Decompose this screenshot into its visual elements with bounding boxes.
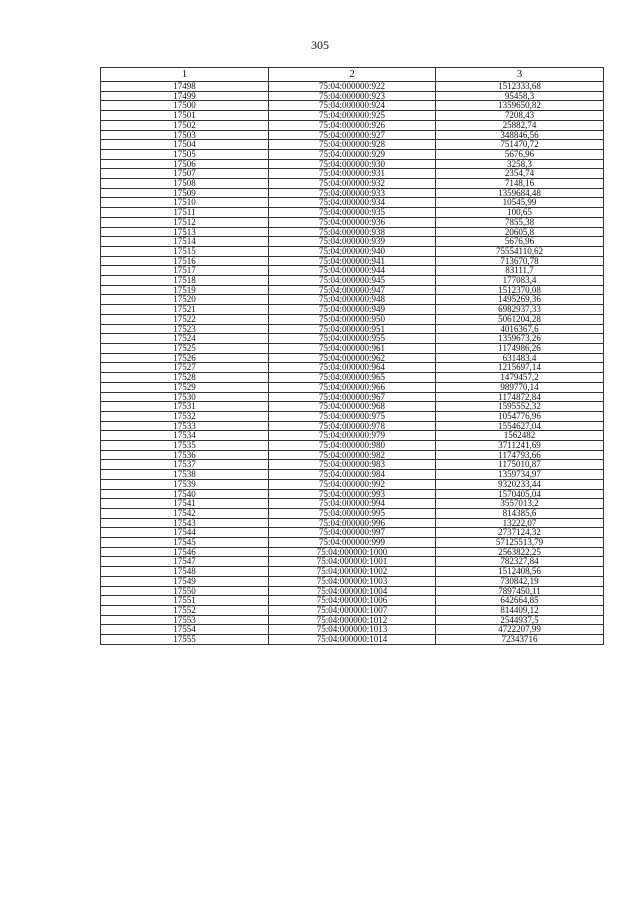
table-row [101,479,604,489]
registry-table [100,67,604,645]
value-cell: 4016367,6 [436,324,604,334]
cadastral-number-cell: 75:04:000000:939 [269,237,436,247]
row-number-cell: 17544 [101,528,269,538]
row-number-cell: 17504 [101,140,269,150]
table-row [101,343,604,353]
cadastral-number-cell: 75:04:000000:934 [269,198,436,208]
row-number-cell: 17511 [101,208,269,218]
row-number-cell: 17536 [101,450,269,460]
cadastral-number-cell: 75:04:000000:1007 [269,605,436,615]
row-number-cell: 17534 [101,431,269,441]
value-cell: 13222,07 [436,518,604,528]
table-row [101,392,604,402]
table-row [101,324,604,334]
table-row [101,538,604,548]
row-number-cell: 17542 [101,508,269,518]
cadastral-number-cell: 75:04:000000:1014 [269,635,436,645]
row-number-cell: 17514 [101,237,269,247]
table-row [101,567,604,577]
cadastral-number-cell: 75:04:000000:922 [269,82,436,92]
table-body [101,82,604,645]
value-cell: 20605,8 [436,227,604,237]
cadastral-number-cell: 75:04:000000:928 [269,140,436,150]
cadastral-number-cell: 75:04:000000:931 [269,169,436,179]
value-cell: 3258,3 [436,159,604,169]
table-row [101,227,604,237]
table-row [101,518,604,528]
table-row [101,305,604,315]
row-number-cell: 17537 [101,460,269,470]
table-row [101,547,604,557]
row-number-cell: 17512 [101,217,269,227]
value-cell: 1554627,04 [436,421,604,431]
table-row [101,179,604,189]
table-row [101,373,604,383]
row-number-cell: 17555 [101,635,269,645]
value-cell: 83111,7 [436,266,604,276]
table-row [101,625,604,635]
value-cell: 7208,43 [436,111,604,121]
value-cell: 1562482 [436,431,604,441]
value-cell: 9320233,44 [436,479,604,489]
table-row [101,635,604,645]
value-cell: 1512408,56 [436,567,604,577]
cadastral-number-cell: 75:04:000000:975 [269,411,436,421]
row-number-cell: 17546 [101,547,269,557]
value-cell: 72343716 [436,635,604,645]
table-row [101,295,604,305]
cadastral-number-cell: 75:04:000000:967 [269,392,436,402]
row-number-cell: 17535 [101,441,269,451]
row-number-cell: 17554 [101,625,269,635]
row-number-cell: 17553 [101,615,269,625]
table-row [101,431,604,441]
cadastral-number-cell: 75:04:000000:938 [269,227,436,237]
table-row [101,528,604,538]
cadastral-number-cell: 75:04:000000:997 [269,528,436,538]
cadastral-number-cell: 75:04:000000:1003 [269,576,436,586]
table-row [101,421,604,431]
table-row [101,489,604,499]
cadastral-number-cell: 75:04:000000:941 [269,256,436,266]
row-number-cell: 17498 [101,82,269,92]
cadastral-number-cell: 75:04:000000:936 [269,217,436,227]
table-row [101,130,604,140]
table-row [101,460,604,470]
cadastral-number-cell: 75:04:000000:999 [269,538,436,548]
table-row [101,91,604,101]
row-number-cell: 17525 [101,343,269,353]
row-number-cell: 17528 [101,373,269,383]
row-number-cell: 17541 [101,499,269,509]
row-number-cell: 17523 [101,324,269,334]
cadastral-number-cell: 75:04:000000:932 [269,179,436,189]
row-number-cell: 17538 [101,470,269,480]
cadastral-number-cell: 75:04:000000:1000 [269,547,436,557]
row-number-cell: 17503 [101,130,269,140]
cadastral-number-cell: 75:04:000000:1002 [269,567,436,577]
table-row [101,508,604,518]
row-number-cell: 17522 [101,314,269,324]
value-cell: 1215697,14 [436,363,604,373]
value-cell: 5061204,28 [436,314,604,324]
cadastral-number-cell: 75:04:000000:983 [269,460,436,470]
value-cell: 10545,99 [436,198,604,208]
column-header-1: 1 [101,68,269,82]
value-cell: 5676,96 [436,237,604,247]
row-number-cell: 17521 [101,305,269,315]
value-cell: 782327,84 [436,557,604,567]
row-number-cell: 17549 [101,576,269,586]
value-cell: 3711241,69 [436,441,604,451]
value-cell: 6982937,33 [436,305,604,315]
value-cell: 1054776,96 [436,411,604,421]
table-row [101,334,604,344]
table-row [101,450,604,460]
cadastral-number-cell: 75:04:000000:984 [269,470,436,480]
cadastral-number-cell: 75:04:000000:940 [269,246,436,256]
row-number-cell: 17506 [101,159,269,169]
table-row [101,586,604,596]
value-cell: 1174872,84 [436,392,604,402]
table-row [101,169,604,179]
row-number-cell: 17545 [101,538,269,548]
table-row [101,285,604,295]
value-cell: 25882,74 [436,120,604,130]
row-number-cell: 17516 [101,256,269,266]
row-number-cell: 17540 [101,489,269,499]
row-number-cell: 17520 [101,295,269,305]
cadastral-number-cell: 75:04:000000:978 [269,421,436,431]
table-row [101,111,604,121]
row-number-cell: 17517 [101,266,269,276]
cadastral-number-cell: 75:04:000000:980 [269,441,436,451]
value-cell: 989770,14 [436,382,604,392]
cadastral-number-cell: 75:04:000000:979 [269,431,436,441]
table-row [101,314,604,324]
value-cell: 75554110,62 [436,246,604,256]
value-cell: 5676,96 [436,149,604,159]
page-number: 305 [311,38,329,52]
cadastral-number-cell: 75:04:000000:1012 [269,615,436,625]
cadastral-number-cell: 75:04:000000:948 [269,295,436,305]
row-number-cell: 17527 [101,363,269,373]
table-row [101,557,604,567]
cadastral-number-cell: 75:04:000000:930 [269,159,436,169]
cadastral-number-cell: 75:04:000000:923 [269,91,436,101]
row-number-cell: 17547 [101,557,269,567]
value-cell: 100,65 [436,208,604,218]
cadastral-number-cell: 75:04:000000:1013 [269,625,436,635]
row-number-cell: 17531 [101,402,269,412]
cadastral-number-cell: 75:04:000000:965 [269,373,436,383]
row-number-cell: 17502 [101,120,269,130]
value-cell: 1479457,2 [436,373,604,383]
cadastral-number-cell: 75:04:000000:951 [269,324,436,334]
value-cell: 3557013,2 [436,499,604,509]
table-row [101,615,604,625]
table-row [101,382,604,392]
cadastral-number-cell: 75:04:000000:968 [269,402,436,412]
cadastral-number-cell: 75:04:000000:996 [269,518,436,528]
value-cell: 2737124,32 [436,528,604,538]
row-number-cell: 17551 [101,596,269,606]
cadastral-number-cell: 75:04:000000:935 [269,208,436,218]
cadastral-number-cell: 75:04:000000:945 [269,276,436,286]
value-cell: 1359650,82 [436,101,604,111]
table-row [101,266,604,276]
value-cell: 1359684,48 [436,188,604,198]
table-row [101,217,604,227]
value-cell: 4722207,99 [436,625,604,635]
table-row [101,576,604,586]
cadastral-number-cell: 75:04:000000:993 [269,489,436,499]
value-cell: 177083,4 [436,276,604,286]
table-row [101,605,604,615]
row-number-cell: 17513 [101,227,269,237]
cadastral-number-cell: 75:04:000000:961 [269,343,436,353]
value-cell: 7897450,11 [436,586,604,596]
value-cell: 7855,38 [436,217,604,227]
table-row [101,188,604,198]
row-number-cell: 17515 [101,246,269,256]
table-row [101,276,604,286]
cadastral-number-cell: 75:04:000000:950 [269,314,436,324]
cadastral-number-cell: 75:04:000000:933 [269,188,436,198]
row-number-cell: 17548 [101,567,269,577]
table-row [101,441,604,451]
table-row [101,120,604,130]
value-cell: 7148,16 [436,179,604,189]
value-cell: 1512370,08 [436,285,604,295]
row-number-cell: 17552 [101,605,269,615]
row-number-cell: 17499 [101,91,269,101]
row-number-cell: 17533 [101,421,269,431]
value-cell: 95458,3 [436,91,604,101]
table-row [101,470,604,480]
value-cell: 1175010,87 [436,460,604,470]
table-row [101,411,604,421]
row-number-cell: 17529 [101,382,269,392]
cadastral-number-cell: 75:04:000000:1004 [269,586,436,596]
cadastral-number-cell: 75:04:000000:924 [269,101,436,111]
cadastral-number-cell: 75:04:000000:995 [269,508,436,518]
row-number-cell: 17508 [101,179,269,189]
value-cell: 1570405,04 [436,489,604,499]
column-header-3: 3 [436,68,604,82]
table-row [101,159,604,169]
table-row [101,101,604,111]
table-row [101,499,604,509]
value-cell: 348846,56 [436,130,604,140]
value-cell: 1495269,36 [436,295,604,305]
table-row [101,246,604,256]
table-row [101,82,604,92]
row-number-cell: 17500 [101,101,269,111]
value-cell: 814385,6 [436,508,604,518]
cadastral-number-cell: 75:04:000000:947 [269,285,436,295]
value-cell: 1359734,97 [436,470,604,480]
value-cell: 2354,74 [436,169,604,179]
table-row [101,402,604,412]
table-row [101,353,604,363]
cadastral-number-cell: 75:04:000000:964 [269,363,436,373]
row-number-cell: 17532 [101,411,269,421]
value-cell: 730842,19 [436,576,604,586]
cadastral-number-cell: 75:04:000000:1006 [269,596,436,606]
table-row [101,596,604,606]
cadastral-number-cell: 75:04:000000:966 [269,382,436,392]
cadastral-number-cell: 75:04:000000:1001 [269,557,436,567]
value-cell: 631483,4 [436,353,604,363]
cadastral-number-cell: 75:04:000000:982 [269,450,436,460]
value-cell: 2563822,25 [436,547,604,557]
value-cell: 814409,12 [436,605,604,615]
table-row [101,256,604,266]
row-number-cell: 17530 [101,392,269,402]
column-header-2: 2 [269,68,436,82]
value-cell: 751470,72 [436,140,604,150]
row-number-cell: 17507 [101,169,269,179]
cadastral-number-cell: 75:04:000000:949 [269,305,436,315]
value-cell: 1174986,26 [436,343,604,353]
cadastral-number-cell: 75:04:000000:926 [269,120,436,130]
value-cell: 642664,85 [436,596,604,606]
row-number-cell: 17518 [101,276,269,286]
value-cell: 57125513,79 [436,538,604,548]
row-number-cell: 17524 [101,334,269,344]
value-cell: 1595552,32 [436,402,604,412]
value-cell: 1359673,26 [436,334,604,344]
cadastral-number-cell: 75:04:000000:929 [269,149,436,159]
row-number-cell: 17519 [101,285,269,295]
cadastral-number-cell: 75:04:000000:925 [269,111,436,121]
row-number-cell: 17501 [101,111,269,121]
value-cell: 713670,78 [436,256,604,266]
table-row [101,237,604,247]
table-row [101,208,604,218]
cadastral-number-cell: 75:04:000000:994 [269,499,436,509]
table-row [101,149,604,159]
cadastral-number-cell: 75:04:000000:944 [269,266,436,276]
row-number-cell: 17509 [101,188,269,198]
row-number-cell: 17505 [101,149,269,159]
cadastral-number-cell: 75:04:000000:955 [269,334,436,344]
table-row [101,140,604,150]
row-number-cell: 17526 [101,353,269,363]
row-number-cell: 17539 [101,479,269,489]
cadastral-number-cell: 75:04:000000:992 [269,479,436,489]
value-cell: 2544937,5 [436,615,604,625]
row-number-cell: 17510 [101,198,269,208]
row-number-cell: 17550 [101,586,269,596]
table-header-row [101,68,604,82]
value-cell: 1174793,66 [436,450,604,460]
table-row [101,363,604,373]
cadastral-number-cell: 75:04:000000:962 [269,353,436,363]
value-cell: 1512333,68 [436,82,604,92]
row-number-cell: 17543 [101,518,269,528]
table-row [101,198,604,208]
cadastral-number-cell: 75:04:000000:927 [269,130,436,140]
